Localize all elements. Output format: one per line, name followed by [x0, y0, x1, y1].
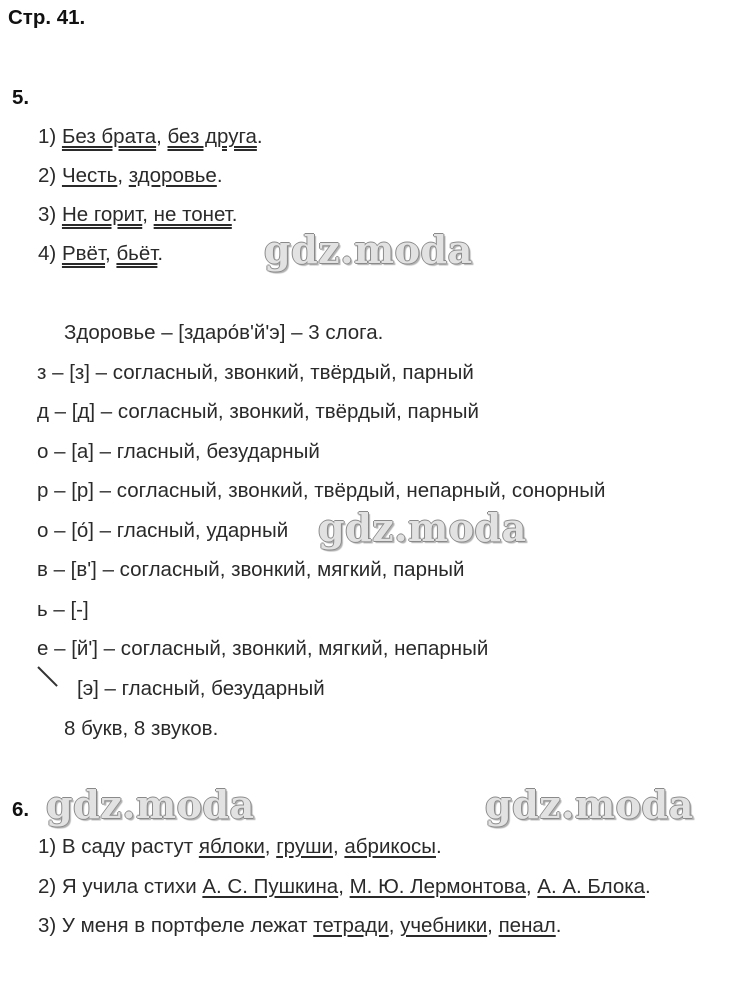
homogeneous-word: пенал: [498, 914, 556, 937]
task-5-item-3: 3) Не горит, не тонет.: [38, 203, 238, 226]
homogeneous-word: М. Ю. Лермонтова: [349, 875, 526, 898]
sound-line: [э] – гласный, безударный: [77, 677, 325, 700]
homogeneous-word: тетради: [313, 914, 389, 937]
watermark-logo: gdz.moda: [318, 505, 527, 550]
task-6-item-3: 3) У меня в портфеле лежат тетради, учебники, пенал.: [38, 914, 562, 937]
sound-line: д – [д] – согласный, звонкий, твёрдый, парный: [37, 400, 479, 423]
phonetic-title: Здоровье – [здаро́в'й'э] – 3 слога.: [64, 321, 384, 344]
branch-line: [37, 666, 58, 687]
homogeneous-word: учебники: [400, 914, 488, 937]
page-label: Стр. 41.: [8, 6, 86, 29]
sound-line: е – [й'] – согласный, звонкий, мягкий, непарный: [37, 637, 489, 660]
homogeneous-word: А. С. Пушкина: [202, 875, 339, 898]
sound-line: о – [о́] – гласный, ударный: [37, 519, 289, 542]
subject-underline: Без брата: [61, 125, 157, 148]
sound-line: р – [р] – согласный, звонкий, твёрдый, непарный, сонорный: [37, 479, 606, 502]
subject-underline: без друга: [167, 125, 257, 148]
predicate-underline: Рвёт: [61, 242, 106, 265]
sound-line: з – [з] – согласный, звонкий, твёрдый, парный: [37, 361, 474, 384]
homogeneous-word: абрикосы: [344, 835, 436, 858]
task-5-item-4: 4) Рвёт, бьёт.: [38, 242, 164, 265]
homogeneous-word: груши: [276, 835, 333, 858]
task-6-item-2: 2) Я учила стихи А. С. Пушкина, М. Ю. Лермонтова, А. А. Блока.: [38, 875, 651, 898]
task-5-number: 5.: [12, 86, 30, 109]
sound-line: в – [в'] – согласный, звонкий, мягкий, парный: [37, 558, 465, 581]
task-6-number: 6.: [12, 798, 30, 821]
sound-line: о – [а] – гласный, безударный: [37, 440, 320, 463]
sound-line: ь – [-]: [37, 598, 89, 621]
predicate-underline: не тонет: [153, 203, 232, 226]
subject-underline: Честь: [61, 164, 118, 187]
watermark-logo: gdz.moda: [264, 227, 473, 272]
watermark-logo: gdz.moda: [46, 782, 255, 827]
predicate-underline: Не горит: [61, 203, 143, 226]
predicate-underline: бьёт: [116, 242, 158, 265]
task-5-item-1: 1) Без брата, без друга.: [38, 125, 263, 148]
homogeneous-word: яблоки: [198, 835, 265, 858]
homogeneous-word: А. А. Блока: [537, 875, 646, 898]
subject-underline: здоровье: [128, 164, 217, 187]
watermark-logo: gdz.moda: [485, 782, 694, 827]
phonetic-summary: 8 букв, 8 звуков.: [64, 717, 219, 740]
task-5-item-2: 2) Честь, здоровье.: [38, 164, 223, 187]
task-6-item-1: 1) В саду растут яблоки, груши, абрикосы.: [38, 835, 442, 858]
